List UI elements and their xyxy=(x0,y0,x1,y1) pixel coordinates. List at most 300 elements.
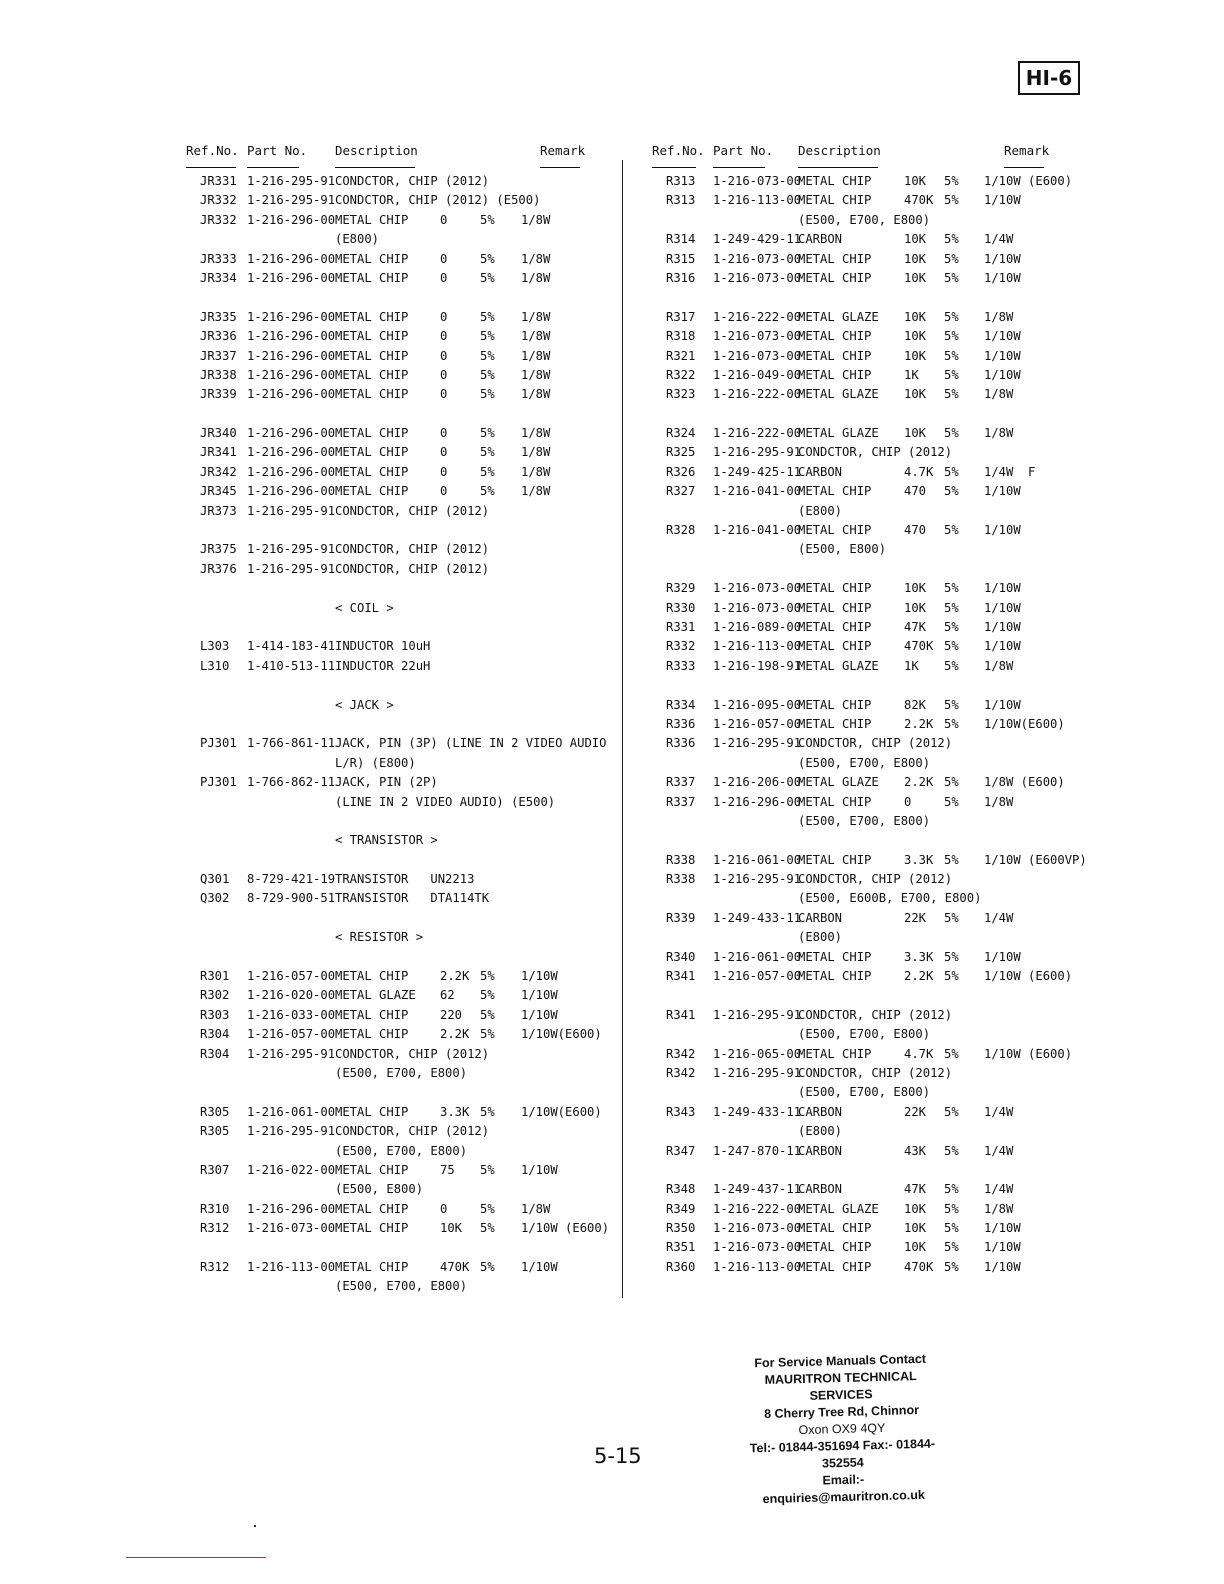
remark: 1/8W xyxy=(521,367,551,382)
parts-row xyxy=(186,385,626,404)
remark: 1/8W xyxy=(521,348,551,363)
description: METAL CHIP xyxy=(335,1259,409,1274)
ref-no: PJ301 xyxy=(200,775,237,790)
part-no: 1-216-295-91 xyxy=(713,736,802,751)
ref-no: R317 xyxy=(666,309,696,324)
value: 47K xyxy=(904,619,927,634)
ref-no: R304 xyxy=(200,1046,230,1061)
tolerance: 5% xyxy=(944,969,959,984)
remark-header: Remark xyxy=(540,143,586,158)
ref-no: R340 xyxy=(666,949,696,964)
description: METAL CHIP xyxy=(335,426,409,441)
tolerance: 5% xyxy=(480,1162,495,1177)
parts-row xyxy=(186,1103,626,1122)
description: METAL CHIP xyxy=(798,1240,872,1255)
part-no: 1-216-295-91 xyxy=(713,1065,802,1080)
part-no: 1-216-057-00 xyxy=(247,1027,336,1042)
ref-no: R328 xyxy=(666,523,696,538)
remark: 1/10W xyxy=(984,581,1021,596)
remark: 1/10W xyxy=(984,1259,1021,1274)
part-no: 1-216-296-00 xyxy=(247,445,336,460)
remark: 1/8W xyxy=(521,387,551,402)
value: 0 xyxy=(440,445,448,460)
ref-no: R321 xyxy=(666,348,696,363)
tolerance: 5% xyxy=(944,348,959,363)
tolerance: 5% xyxy=(944,251,959,266)
value: 10K xyxy=(904,270,927,285)
part-no: 1-216-061-00 xyxy=(713,949,802,964)
remark: 1/10W xyxy=(984,600,1021,615)
tolerance: 5% xyxy=(944,270,959,285)
spacer xyxy=(652,831,1072,850)
part-no: 1-216-295-91 xyxy=(247,1046,336,1061)
part-no: 1-766-862-11 xyxy=(247,775,336,790)
value: 2.2K xyxy=(904,969,934,984)
remark: 1/10W(E600) xyxy=(984,716,1065,731)
right-header xyxy=(652,140,1072,172)
parts-row xyxy=(652,230,1072,249)
description: METAL GLAZE xyxy=(798,775,879,790)
description: CONDCTOR, CHIP (2012) xyxy=(798,872,953,887)
part-no: 1-216-073-00 xyxy=(713,581,802,596)
remark: 1/10W xyxy=(984,193,1021,208)
ref-no: R316 xyxy=(666,270,696,285)
part-no: 1-216-049-00 xyxy=(713,367,802,382)
part-no: 1-216-113-00 xyxy=(247,1259,336,1274)
value: 10K xyxy=(904,174,927,188)
parts-row xyxy=(186,870,626,889)
value: 0 xyxy=(440,1201,448,1216)
description: CONDCTOR, CHIP (2012) xyxy=(798,736,953,751)
part-no: 1-216-041-00 xyxy=(713,523,802,538)
spacer xyxy=(186,715,626,734)
part-no: 1-216-222-00 xyxy=(713,309,802,324)
part-no: 1-216-296-00 xyxy=(247,329,336,344)
parts-row xyxy=(186,540,626,559)
spacer xyxy=(186,812,626,831)
value: 0 xyxy=(440,464,448,479)
parts-row xyxy=(652,599,1072,618)
parts-row xyxy=(186,967,626,986)
parts-row xyxy=(652,928,1072,947)
remark: 1/8W xyxy=(521,212,551,227)
remark: 1/10W xyxy=(521,1162,558,1177)
parts-row xyxy=(652,366,1072,385)
parts-row xyxy=(652,1006,1072,1025)
description: METAL CHIP xyxy=(335,251,409,266)
part-no: 1-216-073-00 xyxy=(713,251,802,266)
ref-header: Ref.No. xyxy=(186,143,239,158)
part-no: 1-216-073-00 xyxy=(713,329,802,344)
ref-no: R312 xyxy=(200,1221,230,1236)
part-no: 1-216-113-00 xyxy=(713,1259,802,1274)
parts-row xyxy=(186,1161,626,1180)
ref-no: R318 xyxy=(666,329,696,344)
part-no: 1-216-296-00 xyxy=(247,1201,336,1216)
description: METAL CHIP xyxy=(335,212,409,227)
value: 10K xyxy=(904,348,927,363)
description: METAL CHIP xyxy=(335,445,409,460)
value: 10K xyxy=(904,581,927,596)
ref-no: JR339 xyxy=(200,387,237,402)
tolerance: 5% xyxy=(944,619,959,634)
remark: 1/8W xyxy=(521,329,551,344)
ref-no: JR376 xyxy=(200,561,237,576)
value: 82K xyxy=(904,697,927,712)
description: METAL CHIP xyxy=(798,523,872,538)
description: METAL CHIP xyxy=(335,309,409,324)
tolerance: 5% xyxy=(480,1201,495,1216)
ref-no: R323 xyxy=(666,387,696,402)
tolerance: 5% xyxy=(480,1007,495,1022)
ref-no: R322 xyxy=(666,367,696,382)
description: (E800) xyxy=(798,1124,843,1139)
parts-row xyxy=(186,1180,626,1199)
parts-row xyxy=(652,1142,1072,1161)
part-header: Part No. xyxy=(247,143,308,158)
part-no: 1-216-295-91 xyxy=(713,872,802,887)
part-no: 1-216-113-00 xyxy=(713,193,802,208)
description: METAL CHIP xyxy=(798,639,872,654)
tolerance: 5% xyxy=(944,484,959,499)
ref-no: JR340 xyxy=(200,426,237,441)
parts-row xyxy=(652,269,1072,288)
value: 10K xyxy=(904,329,927,344)
parts-row xyxy=(186,502,626,521)
part-no: 1-216-296-00 xyxy=(247,270,336,285)
parts-row xyxy=(652,889,1072,908)
description: CONDCTOR, CHIP (2012) xyxy=(335,503,490,518)
description: METAL CHIP xyxy=(335,464,409,479)
ref-no: R326 xyxy=(666,464,696,479)
tolerance: 5% xyxy=(944,716,959,731)
contact-line: For Service Manuals Contact xyxy=(754,1351,927,1371)
description: METAL GLAZE xyxy=(798,658,879,673)
ref-no: L303 xyxy=(200,639,230,654)
part-no: 1-216-296-00 xyxy=(247,212,336,227)
description: CONDCTOR, CHIP (2012) xyxy=(798,1065,953,1080)
part-no: 1-216-295-91 xyxy=(247,542,336,557)
ref-no: R313 xyxy=(666,193,696,208)
parts-row xyxy=(186,928,626,947)
remark: 1/10W xyxy=(984,270,1021,285)
parts-row xyxy=(652,502,1072,521)
description: METAL CHIP xyxy=(335,1162,409,1177)
description: METAL CHIP xyxy=(798,969,872,984)
parts-row xyxy=(652,521,1072,540)
description: METAL CHIP xyxy=(798,367,872,382)
tolerance: 5% xyxy=(480,1027,495,1042)
description: (E500, E700, E800) xyxy=(798,1085,931,1100)
part-no: 1-247-870-11 xyxy=(713,1143,802,1158)
description: < RESISTOR > xyxy=(335,930,424,945)
tolerance: 5% xyxy=(480,251,495,266)
remark: 1/10W (E600VP) xyxy=(984,852,1087,867)
spacer xyxy=(652,405,1072,424)
parts-row xyxy=(186,637,626,656)
tolerance: 5% xyxy=(480,212,495,227)
description: METAL CHIP xyxy=(335,969,409,984)
part-no: 1-216-061-00 xyxy=(713,852,802,867)
tolerance: 5% xyxy=(944,910,959,925)
remark: 1/8W xyxy=(984,309,1014,324)
tolerance: 5% xyxy=(480,426,495,441)
tolerance: 5% xyxy=(944,426,959,441)
parts-row xyxy=(186,230,626,249)
value: 0 xyxy=(440,426,448,441)
part-no: 1-216-073-00 xyxy=(713,1221,802,1236)
spacer xyxy=(186,676,626,695)
value: 0 xyxy=(440,348,448,363)
description: (E500, E700, E800) xyxy=(798,212,931,227)
value: 62 xyxy=(440,988,455,1003)
parts-row xyxy=(652,211,1072,230)
remark: 1/4W xyxy=(984,1143,1014,1158)
remark: 1/4W xyxy=(984,232,1014,247)
remark: 1/10W xyxy=(984,639,1021,654)
ref-no: R351 xyxy=(666,1240,696,1255)
value: 10K xyxy=(904,232,927,247)
ref-no: JR336 xyxy=(200,329,237,344)
ref-no: R339 xyxy=(666,910,696,925)
value: 0 xyxy=(440,484,448,499)
remark: 1/4W F xyxy=(984,464,1036,479)
value: 22K xyxy=(904,1104,927,1119)
spacer xyxy=(652,676,1072,695)
value: 2.2K xyxy=(904,775,934,790)
description: CONDCTOR, CHIP (2012) xyxy=(335,1046,490,1061)
ref-no: R305 xyxy=(200,1104,230,1119)
description: METAL CHIP xyxy=(798,251,872,266)
contact-line: Tel:- 01844-351694 Fax:- 01844-352554 xyxy=(749,1436,936,1471)
description: METAL CHIP xyxy=(798,193,872,208)
ref-no: R303 xyxy=(200,1007,230,1022)
part-no: 1-216-057-00 xyxy=(247,969,336,984)
description: CARBON xyxy=(798,910,843,925)
description: METAL CHIP xyxy=(798,174,872,188)
value: 10K xyxy=(904,1201,927,1216)
parts-row xyxy=(186,1258,626,1277)
ref-no: R337 xyxy=(666,794,696,809)
spacer xyxy=(186,1083,626,1102)
parts-row xyxy=(652,250,1072,269)
remark: 1/8W xyxy=(521,484,551,499)
tolerance: 5% xyxy=(480,270,495,285)
parts-row xyxy=(186,191,626,210)
value: 10K xyxy=(904,309,927,324)
description: < TRANSISTOR > xyxy=(335,833,438,848)
description: METAL CHIP xyxy=(798,270,872,285)
ref-no: JR337 xyxy=(200,348,237,363)
parts-row xyxy=(652,948,1072,967)
part-no: 1-216-073-00 xyxy=(713,174,802,188)
tolerance: 5% xyxy=(944,1182,959,1197)
contact-line: 8 Cherry Tree Rd, Chinnor xyxy=(763,1402,920,1422)
description: CARBON xyxy=(798,464,843,479)
part-no: 1-249-429-11 xyxy=(713,232,802,247)
value: 470K xyxy=(440,1259,470,1274)
part-no: 1-216-296-00 xyxy=(713,794,802,809)
parts-row xyxy=(652,754,1072,773)
part-no: 1-766-861-11 xyxy=(247,736,336,751)
tolerance: 5% xyxy=(944,174,959,188)
part-no: 1-216-073-00 xyxy=(713,348,802,363)
remark: 1/10W xyxy=(521,969,558,984)
spacer xyxy=(186,851,626,870)
value: 10K xyxy=(904,387,927,402)
ref-no: R337 xyxy=(666,775,696,790)
parts-row xyxy=(186,1045,626,1064)
ref-no: R350 xyxy=(666,1221,696,1236)
ref-no: R332 xyxy=(666,639,696,654)
description: METAL CHIP xyxy=(798,852,872,867)
part-no: 1-249-425-11 xyxy=(713,464,802,479)
part-no: 1-216-296-00 xyxy=(247,348,336,363)
part-no: 1-216-041-00 xyxy=(713,484,802,499)
tolerance: 5% xyxy=(480,387,495,402)
description: CARBON xyxy=(798,232,843,247)
parts-row xyxy=(652,385,1072,404)
parts-row xyxy=(186,599,626,618)
part-no: 1-216-073-00 xyxy=(247,1221,336,1236)
value: 0 xyxy=(440,251,448,266)
tolerance: 5% xyxy=(944,1221,959,1236)
part-no: 1-216-296-00 xyxy=(247,426,336,441)
remark: 1/10W xyxy=(984,619,1021,634)
ref-no: R348 xyxy=(666,1182,696,1197)
value: 2.2K xyxy=(440,1027,470,1042)
remark: 1/8W xyxy=(521,309,551,324)
parts-row xyxy=(186,1064,626,1083)
description: CONDCTOR, CHIP (2012) xyxy=(798,445,953,460)
remark: 1/10W xyxy=(521,988,558,1003)
description: (E500, E700, E800) xyxy=(798,1027,931,1042)
description: CONDCTOR, CHIP (2012) xyxy=(335,174,490,188)
parts-row xyxy=(186,560,626,579)
spacer xyxy=(186,579,626,598)
tolerance: 5% xyxy=(944,775,959,790)
value: 0 xyxy=(440,309,448,324)
spacer xyxy=(186,288,626,307)
description: CARBON xyxy=(798,1182,843,1197)
tolerance: 5% xyxy=(480,445,495,460)
value: 10K xyxy=(904,1240,927,1255)
remark: 1/10W xyxy=(984,348,1021,363)
remark: 1/10W xyxy=(984,1240,1021,1255)
ref-no: JR332 xyxy=(200,193,237,208)
parts-row xyxy=(186,172,626,191)
remark: 1/8W xyxy=(984,387,1014,402)
part-no: 1-216-295-91 xyxy=(247,193,336,208)
ref-no: R349 xyxy=(666,1201,696,1216)
description: METAL CHIP xyxy=(335,329,409,344)
value: 3.3K xyxy=(440,1104,470,1119)
ref-no: R312 xyxy=(200,1259,230,1274)
left-parts-column xyxy=(186,140,626,1297)
part-no: 1-216-057-00 xyxy=(713,969,802,984)
description: CONDCTOR, CHIP (2012) xyxy=(335,1124,490,1139)
description: METAL CHIP xyxy=(798,794,872,809)
parts-row xyxy=(652,191,1072,210)
description: (E800) xyxy=(335,232,380,247)
part-no: 1-216-295-91 xyxy=(713,1007,802,1022)
ref-no: R343 xyxy=(666,1104,696,1119)
tolerance: 5% xyxy=(480,484,495,499)
ref-no: R301 xyxy=(200,969,230,984)
ref-no: JR373 xyxy=(200,503,237,518)
part-no: 1-216-089-00 xyxy=(713,619,802,634)
part-no: 1-216-222-00 xyxy=(713,1201,802,1216)
remark: 1/10W xyxy=(521,1259,558,1274)
part-no: 1-249-433-11 xyxy=(713,910,802,925)
value: 4.7K xyxy=(904,464,934,479)
description: TRANSISTOR DTA114TK xyxy=(335,891,490,906)
parts-row xyxy=(652,793,1072,812)
part-no: 1-216-222-00 xyxy=(713,426,802,441)
tolerance: 5% xyxy=(480,988,495,1003)
parts-row xyxy=(652,812,1072,831)
remark: 1/4W xyxy=(984,1104,1014,1119)
description: METAL CHIP xyxy=(798,348,872,363)
part-no: 1-216-295-91 xyxy=(247,174,336,188)
remark: 1/10W (E600) xyxy=(984,969,1073,984)
value: 220 xyxy=(440,1007,463,1022)
tolerance: 5% xyxy=(944,329,959,344)
ref-no: R324 xyxy=(666,426,696,441)
value: 0 xyxy=(440,387,448,402)
remark: 1/8W xyxy=(521,445,551,460)
part-no: 1-216-296-00 xyxy=(247,309,336,324)
parts-row xyxy=(652,482,1072,501)
parts-row xyxy=(186,1122,626,1141)
remark: 1/10W xyxy=(984,367,1021,382)
tolerance: 5% xyxy=(944,1143,959,1158)
tolerance: 5% xyxy=(944,309,959,324)
remark: 1/10W (E600) xyxy=(984,174,1073,188)
tolerance: 5% xyxy=(944,1259,959,1274)
remark: 1/10W xyxy=(984,329,1021,344)
ref-no: R302 xyxy=(200,988,230,1003)
description: JACK, PIN (2P) xyxy=(335,775,438,790)
contact-line: Email:- enquiries@mauritron.co.uk xyxy=(762,1472,926,1507)
parts-row xyxy=(652,1083,1072,1102)
description: METAL CHIP xyxy=(798,1046,872,1061)
ref-no: R305 xyxy=(200,1124,230,1139)
value: 470K xyxy=(904,193,934,208)
parts-row xyxy=(652,1200,1072,1219)
ref-no: R307 xyxy=(200,1162,230,1177)
description: (E500, E700, E800) xyxy=(798,813,931,828)
ref-header-right: Ref.No. xyxy=(652,143,705,158)
part-no: 1-216-296-00 xyxy=(247,464,336,479)
parts-row xyxy=(652,579,1072,598)
value: 0 xyxy=(440,367,448,382)
description: METAL GLAZE xyxy=(798,309,879,324)
ref-no: R342 xyxy=(666,1065,696,1080)
parts-row xyxy=(652,1180,1072,1199)
part-no: 8-729-900-51 xyxy=(247,891,336,906)
value: 10K xyxy=(440,1221,463,1236)
parts-row xyxy=(186,696,626,715)
page-number: 5-15 xyxy=(594,1444,642,1468)
tolerance: 5% xyxy=(944,639,959,654)
contact-line: Oxon OX9 4QY xyxy=(798,1420,886,1438)
part-no: 1-216-065-00 xyxy=(713,1046,802,1061)
spacer xyxy=(652,986,1072,1005)
parts-row xyxy=(652,696,1072,715)
parts-row xyxy=(186,1277,626,1296)
remark: 1/8W xyxy=(984,1201,1014,1216)
